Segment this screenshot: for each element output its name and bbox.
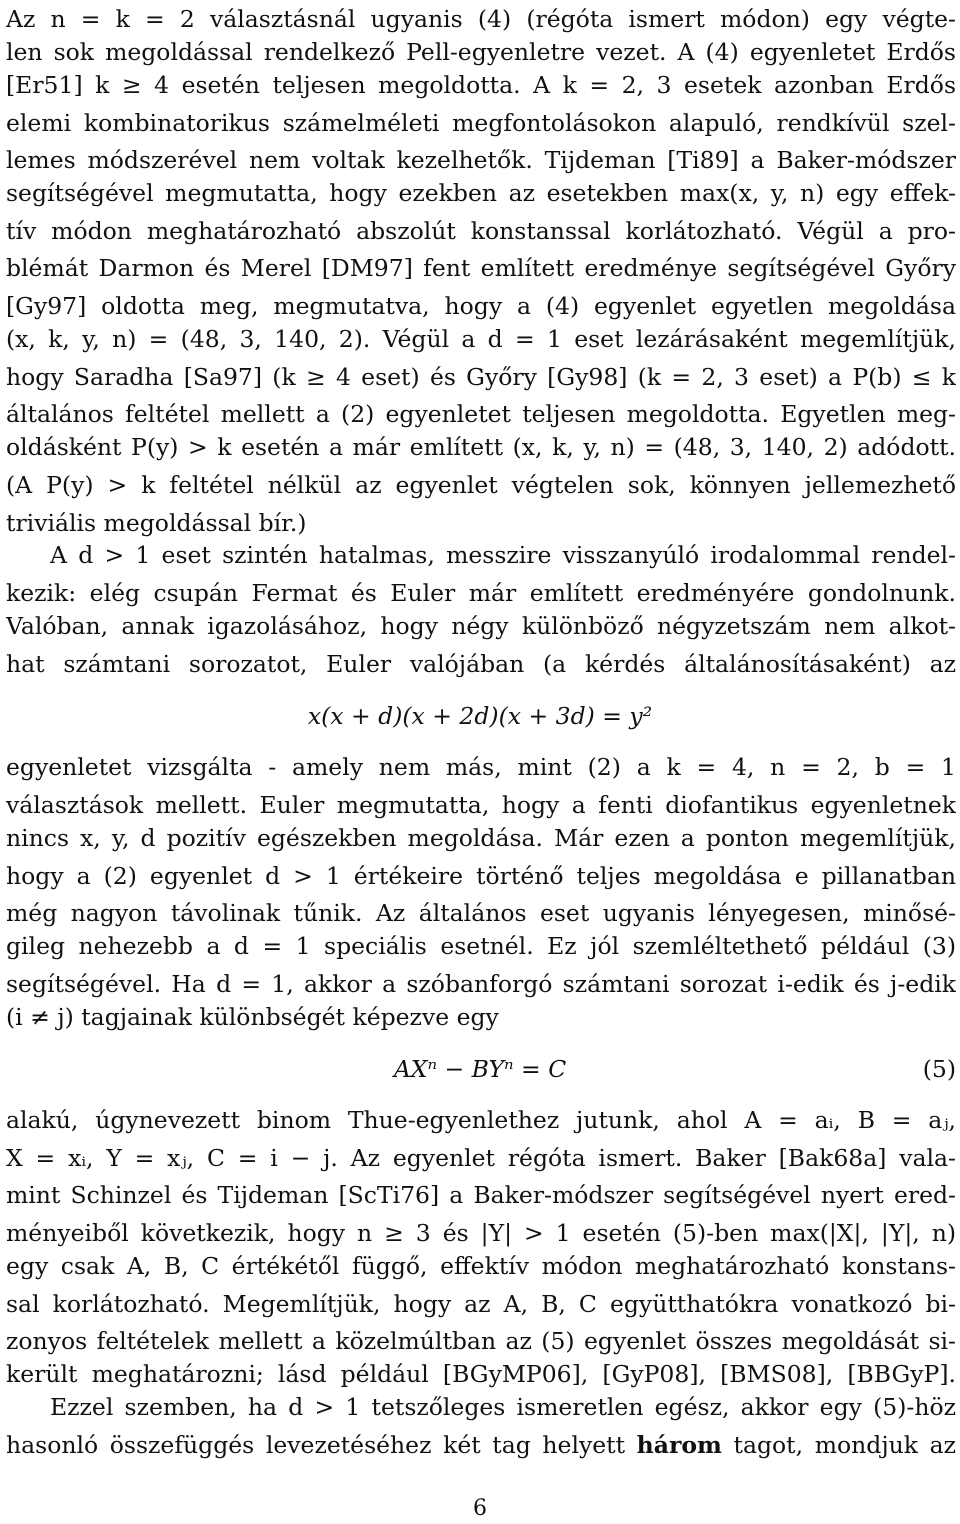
text-line: blémát Darmon és Merel [DM97] fent említett eredménye segítségével Győry <box>6 254 956 282</box>
text-line: len sok megoldással rendelkező Pell-egyenletre vezet. A (4) egyenletet Erdős <box>6 38 956 66</box>
text-line: egy csak A, B, C értékétől függő, effektív módon meghatározható konstans- <box>6 1252 956 1280</box>
text-line: [Er51] k ≥ 4 esetén teljesen megoldotta. A k = 2, 3 esetek azonban Erdős <box>6 71 956 99</box>
text-line: választások mellett. Euler megmutatta, hogy a fenti diofantikus egyenletnek <box>6 791 956 819</box>
text-line: segítségével megmutatta, hogy ezekben az esetekben max(x, y, n) egy effek- <box>6 179 956 207</box>
text-line: (i ≠ j) tagjainak különbségét képezve egy <box>6 1003 499 1031</box>
text-line: egyenletet vizsgálta - amely nem más, mint (2) a k = 4, n = 2, b = 1 <box>6 753 956 781</box>
equation-euler: x(x + d)(x + 2d)(x + 3d) = y² <box>307 702 653 730</box>
text-line: (x, k, y, n) = (48, 3, 140, 2). Végül a d = 1 eset lezárásaként megemlítjük, <box>6 325 956 353</box>
text-line: lemes módszerével nem voltak kezelhetők. Tijdeman [Ti89] a Baker-módszer <box>6 146 956 174</box>
text-line: A d > 1 eset szintén hatalmas, messzire visszanyúló irodalommal rendel- <box>50 541 956 569</box>
text-line: [Gy97] oldotta meg, megmutatva, hogy a (4) egyenlet egyetlen megoldása <box>6 292 956 320</box>
text-line: elemi kombinatorikus számelméleti megfontolásokon alapuló, rendkívül szel- <box>6 109 956 137</box>
text-line: segítségével. Ha d = 1, akkor a szóbanforgó számtani sorozat i-edik és j-edik <box>6 970 956 998</box>
equation-5-body: AXⁿ − BYⁿ = C <box>393 1055 567 1083</box>
text-line: kezik: elég csupán Fermat és Euler már említett eredményére gondolnunk. <box>6 579 956 607</box>
text-line: gileg nehezebb a d = 1 speciális esetnél. Ez jól szemléltethető például (3) <box>6 932 956 960</box>
text-line: hogy Saradha [Sa97] (k ≥ 4 eset) és Győry [Gy98] (k = 2, 3 eset) a P(b) ≤ k <box>6 363 956 391</box>
text-line: tív módon meghatározható abszolút konstanssal korlátozható. Végül a pro- <box>6 217 956 245</box>
text-run: tagot, mondjuk az <box>721 1431 956 1459</box>
text-line: általános feltétel mellett a (2) egyenletet teljesen megoldotta. Egyetlen meg- <box>6 400 956 428</box>
bold-word: három <box>636 1431 722 1459</box>
text-line: sal korlátozható. Megemlítjük, hogy az A, B, C együtthatókra vonatkozó bi- <box>6 1290 956 1318</box>
text-line: (A P(y) > k feltétel nélkül az egyenlet végtelen sok, könnyen jellemezhető <box>6 471 956 499</box>
text-line: Ezzel szemben, ha d > 1 tetszőleges ismeretlen egész, akkor egy (5)-höz <box>50 1393 956 1421</box>
text-line: oldásként P(y) > k esetén a már említett (x, k, y, n) = (48, 3, 140, 2) adódott. <box>6 433 956 461</box>
text-run: hasonló összefüggés levezetéséhez két tag helyett <box>6 1431 637 1459</box>
text-line: ményeiből következik, hogy n ≥ 3 és |Y| > 1 esetén (5)-ben max(|X|, |Y|, n) <box>6 1219 956 1247</box>
equation-number: (5) <box>922 1055 956 1083</box>
text-line: mint Schinzel és Tijdeman [ScTi76] a Baker-módszer segítségével nyert ered- <box>6 1181 956 1209</box>
text-line <box>6 1426 956 1464</box>
text-line: Valóban, annak igazolásához, hogy négy különböző négyzetszám nem alkot- <box>6 612 956 640</box>
text-line: hat számtani sorozatot, Euler valójában (a kérdés általánosításaként) az <box>6 650 956 678</box>
text-line: alakú, úgynevezett binom Thue-egyenlethez jutunk, ahol A = aᵢ, B = aⱼ, <box>6 1106 956 1134</box>
text-line: került meghatározni; lásd például [BGyMP06], [GyP08], [BMS08], [BBGyP]. <box>6 1360 956 1388</box>
text-line: triviális megoldással bír.) <box>6 509 307 537</box>
text-line: még nagyon távolinak tűnik. Az általános eset ugyanis lényegesen, minősé- <box>6 899 956 927</box>
text-line: hogy a (2) egyenlet d > 1 értékeire történő teljes megoldása e pillanatban <box>6 862 956 890</box>
page-number: 6 <box>473 1496 487 1521</box>
text-line: zonyos feltételek mellett a közelmúltban az (5) egyenlet összes megoldását si- <box>6 1327 956 1355</box>
text-line: X = xᵢ, Y = xⱼ, C = i − j. Az egyenlet régóta ismert. Baker [Bak68a] vala- <box>6 1144 956 1172</box>
text-line: nincs x, y, d pozitív egészekben megoldása. Már ezen a ponton megemlítjük, <box>6 824 956 852</box>
text-line: Az n = k = 2 választásnál ugyanis (4) (régóta ismert módon) egy végte- <box>6 5 956 33</box>
equation-5 <box>0 1050 960 1088</box>
